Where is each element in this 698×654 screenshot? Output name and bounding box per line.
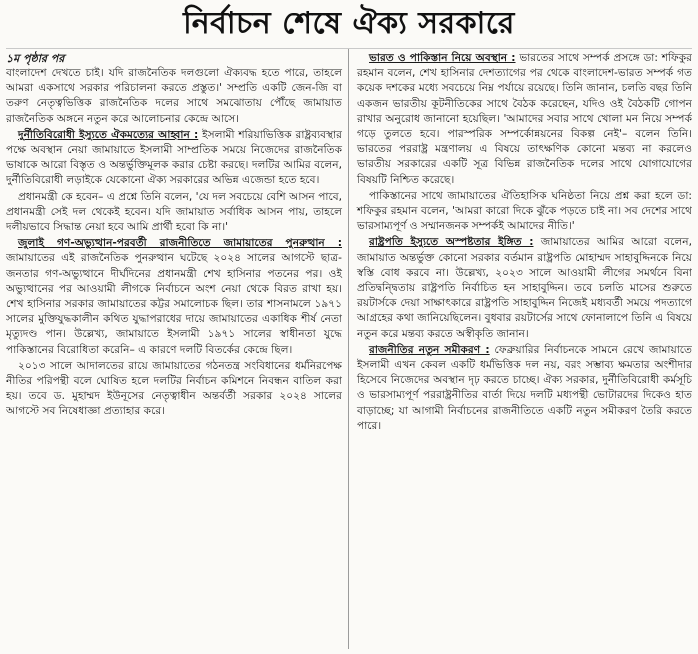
paragraph-1: বাংলাদেশ দেখতে চাই। যদি রাজনৈতিক দলগুলো ঐক্যবদ্ধ হতে পারে, তাহলে আমরা একসাথে সরকার পরিচালনা করতে প্রস্তুত।' সম্প্রতি একটি জেন-জি বা তরুণ নেতৃত্বভিত্তিক রাজনৈতিক দলের সাথে সমঝোতায় পৌঁছে জামায়াত রাজনৈতিক অঙ্গনে নতুন করে আলোচনার কেন্দ্রে আসে। — [6, 67, 342, 125]
paragraph-prime-minister: প্রধানমন্ত্রী কে হবেন– এ প্রশ্নে তিনি বলেন, 'যে দল সবচেয়ে বেশি আসন পাবে, প্রধানমন্ত্রী সেই দল থেকেই হবেন। যদি জামায়াত সর্বাধিক আসন পায়, তাহলে দলীয়ভাবে সিদ্ধান্ত নেয়া হবে আমি প্রার্থী হবো কি না।' — [6, 190, 342, 234]
paragraph-new-equation-body: ফেব্রুয়ারির নির্বাচনকে সামনে রেখে জামায়াতে ইসলামী এখন কেবল একটি ধর্মভিত্তিক দল নয়, বরং সম্ভাব্য ক্ষমতার অংশীদার হিসেবে নিজেদের অবস্থান দৃঢ় করতে চাচ্ছে। ঐক্য সরকার, দুর্নীতিবিরোধী কর্মসূচি ও ভারসাম্যপূর্ণ পররাষ্ট্রনীতির বার্তা দিয়ে দলটি মধ্যপন্থী ভোটারদের দিকেও হাত বাড়াচ্ছে; যা আগামী নির্বাচনের রাজনীতিতে একটি নতুন সমীকরণ তৈরি করতে পারে। — [357, 343, 692, 432]
paragraph-resurgence — [6, 236, 342, 358]
paragraph-president-body: জামায়াতের আমির আরো বলেন, জামায়াত অন্তর্ভুক্ত কোনো সরকার বর্তমান রাষ্ট্রপতি মোহাম্মদ সাহাবুদ্দিনকে নিয়ে স্বস্তি বোধ করবে না। উল্লেখ্য, ২০২৩ সালে আওয়ামী লীগের সমর্থনে বিনা প্রতিদ্বন্দ্বিতায় রাষ্ট্রপতি নির্বাচিত হন সাহাবুদ্দিন। তবে চলতি মাসের শুরুতে রয়টার্সকে দেয়া সাক্ষাৎকারে রাষ্ট্রপতি সাহাবুদ্দিন নিজেই মধ্যবর্তী সময়ে পদত্যাগে আগ্রহের কথা জানিয়েছিলেন। বুধবার রয়টার্সের সাথে ফোনালাপে তিনি এ বিষয়ে নতুন করে মন্তব্য করতে অস্বীকৃতি জানান। — [357, 236, 692, 340]
subheading-anti-corruption: দুর্নীতিবিরোধী ইস্যুতে ঐকমত্যের আহ্বান : — [18, 128, 199, 141]
subheading-resurgence: জুলাই গণ-অভ্যুত্থান-পরবর্তী রাজনীতিতে জামায়াতের পুনরুত্থান : — [18, 237, 342, 250]
paragraph-president — [357, 235, 692, 341]
paragraph-pakistan-ties: পাকিস্তানের সাথে জামায়াতের ঐতিহাসিক ঘনিষ্ঠতা নিয়ে প্রশ্ন করা হলে ডা: শফিকুর রহমান বলেন, 'আমরা কারো দিকে ঝুঁকে পড়তে চাই না। সব দেশের সাথে ভারসাম্যপূর্ণ ও সম্মানজনক সম্পর্কই আমাদের নীতি।' — [357, 189, 692, 233]
paragraph-new-equation — [357, 343, 692, 434]
article-columns — [6, 49, 692, 649]
paragraph-india-pakistan-body: ভারতের সাথে সম্পর্ক প্রসঙ্গে ডা: শফিকুর রহমান বলেন, শেখ হাসিনার দেশত্যাগের পর থেকে বাংলাদেশ-ভারত সম্পর্ক গত কয়েক দশকের মধ্যে সবচেয়ে নিম্ন পর্যায়ে রয়েছে। তিনি জানান, চলতি বছর তিনি একজন ভারতীয় কূটনীতিকের সাথে বৈঠক করেছেন, যদিও ওই বৈঠকটি গোপন রাখার অনুরোধ জানানো হয়েছিল। 'আমাদের সবার সাথে খোলা মন নিয়ে সম্পর্ক গড়ে তুলতে হবে। পারস্পরিক সম্পর্কোন্নয়নের বিকল্প নেই'– বলেন তিনি। ভারতের পররাষ্ট্র মন্ত্রণালয় এ বিষয়ে তাৎক্ষণিক কোনো মন্তব্য না করলেও ভারতীয় সরকারের একটি সূত্র বিভিন্ন রাজনৈতিক দলের সাথে যোগাযোগের বিষয়টি নিশ্চিত করেছে। — [357, 52, 692, 186]
headline: নির্বাচন শেষে ঐক্য সরকারে — [6, 0, 692, 49]
continued-from-label: ১ম পৃষ্ঠার পর — [6, 52, 65, 65]
subheading-new-equation: রাজনীতির নতুন সমীকরণ : — [369, 343, 490, 356]
right-column — [349, 49, 692, 649]
paragraph-anti-corruption — [6, 128, 342, 189]
subheading-president: রাষ্ট্রপতি ইস্যুতে অস্পষ্টতার ইঙ্গিত : — [369, 236, 534, 249]
left-column — [6, 49, 349, 649]
paragraph-india-pakistan — [357, 51, 692, 188]
paragraph-resurgence-body: জামায়াতের এই রাজনৈতিক পুনরুত্থান ঘটেছে ২০২৪ সালের আগস্টে ছাত্র-জনতার গণ-অভ্যুত্থানে দীর্ঘদিনের প্রধানমন্ত্রী শেখ হাসিনার পতনের পর। ওই অভ্যুত্থানের পর আওয়ামী লীগকে নির্বাচনে অংশ নেয়া থেকে বিরত রাখা হয়। শেখ হাসিনার সরকার জামায়াতের কট্টর সমালোচক ছিল। তার শাসনামলে ১৯৭১ সালের মুক্তিযুদ্ধকালীন কথিত যুদ্ধাপরাধের দায়ে জামায়াতের একাধিক শীর্ষ নেতা মৃত্যুদণ্ড পান। উল্লেখ্য, জামায়াতে ইসলামী ১৯৭১ সালের স্বাধীনতা যুদ্ধে পাকিস্তানের বিরোধিতা করেনি– এ কারণে দলটি বিতর্কের কেন্দ্রে ছিল। — [6, 252, 342, 356]
paragraph-anti-corruption-body: ইসলামী শরিয়াভিত্তিক রাষ্ট্রব্যবস্থার পক্ষে অবস্থান নেয়া জামায়াতে ইসলামী সাম্প্রতিক সময়ে নিজেদের রাজনৈতিক ভাষাকে আরো বিস্তৃত ও অন্তর্ভুক্তিমূলক করার চেষ্টা করছে। দলটির আমির বলেন, দুর্নীতিবিরোধী লড়াইকে যেকোনো ঐক্য সরকারের অভিন্ন এজেন্ডা হতে হবে। — [6, 128, 342, 187]
paragraph-court-ruling: ২০১৩ সালে আদালতের রায়ে জামায়াতের গঠনতন্ত্র সংবিধানের ধর্মনিরপেক্ষ নীতির পরিপন্থী বলে ঘোষিত হলে দলটির নির্বাচন কমিশনে নিবন্ধন বাতিল করা হয়। তবে ড. মুহাম্মদ ইউনূসের নেতৃত্বাধীন অন্তর্বর্তী সরকার ২০২৪ সালের আগস্টে সব নিষেধাজ্ঞা প্রত্যাহার করে। — [6, 359, 342, 418]
subheading-india-pakistan: ভারত ও পাকিস্তান নিয়ে অবস্থান : — [369, 52, 516, 64]
